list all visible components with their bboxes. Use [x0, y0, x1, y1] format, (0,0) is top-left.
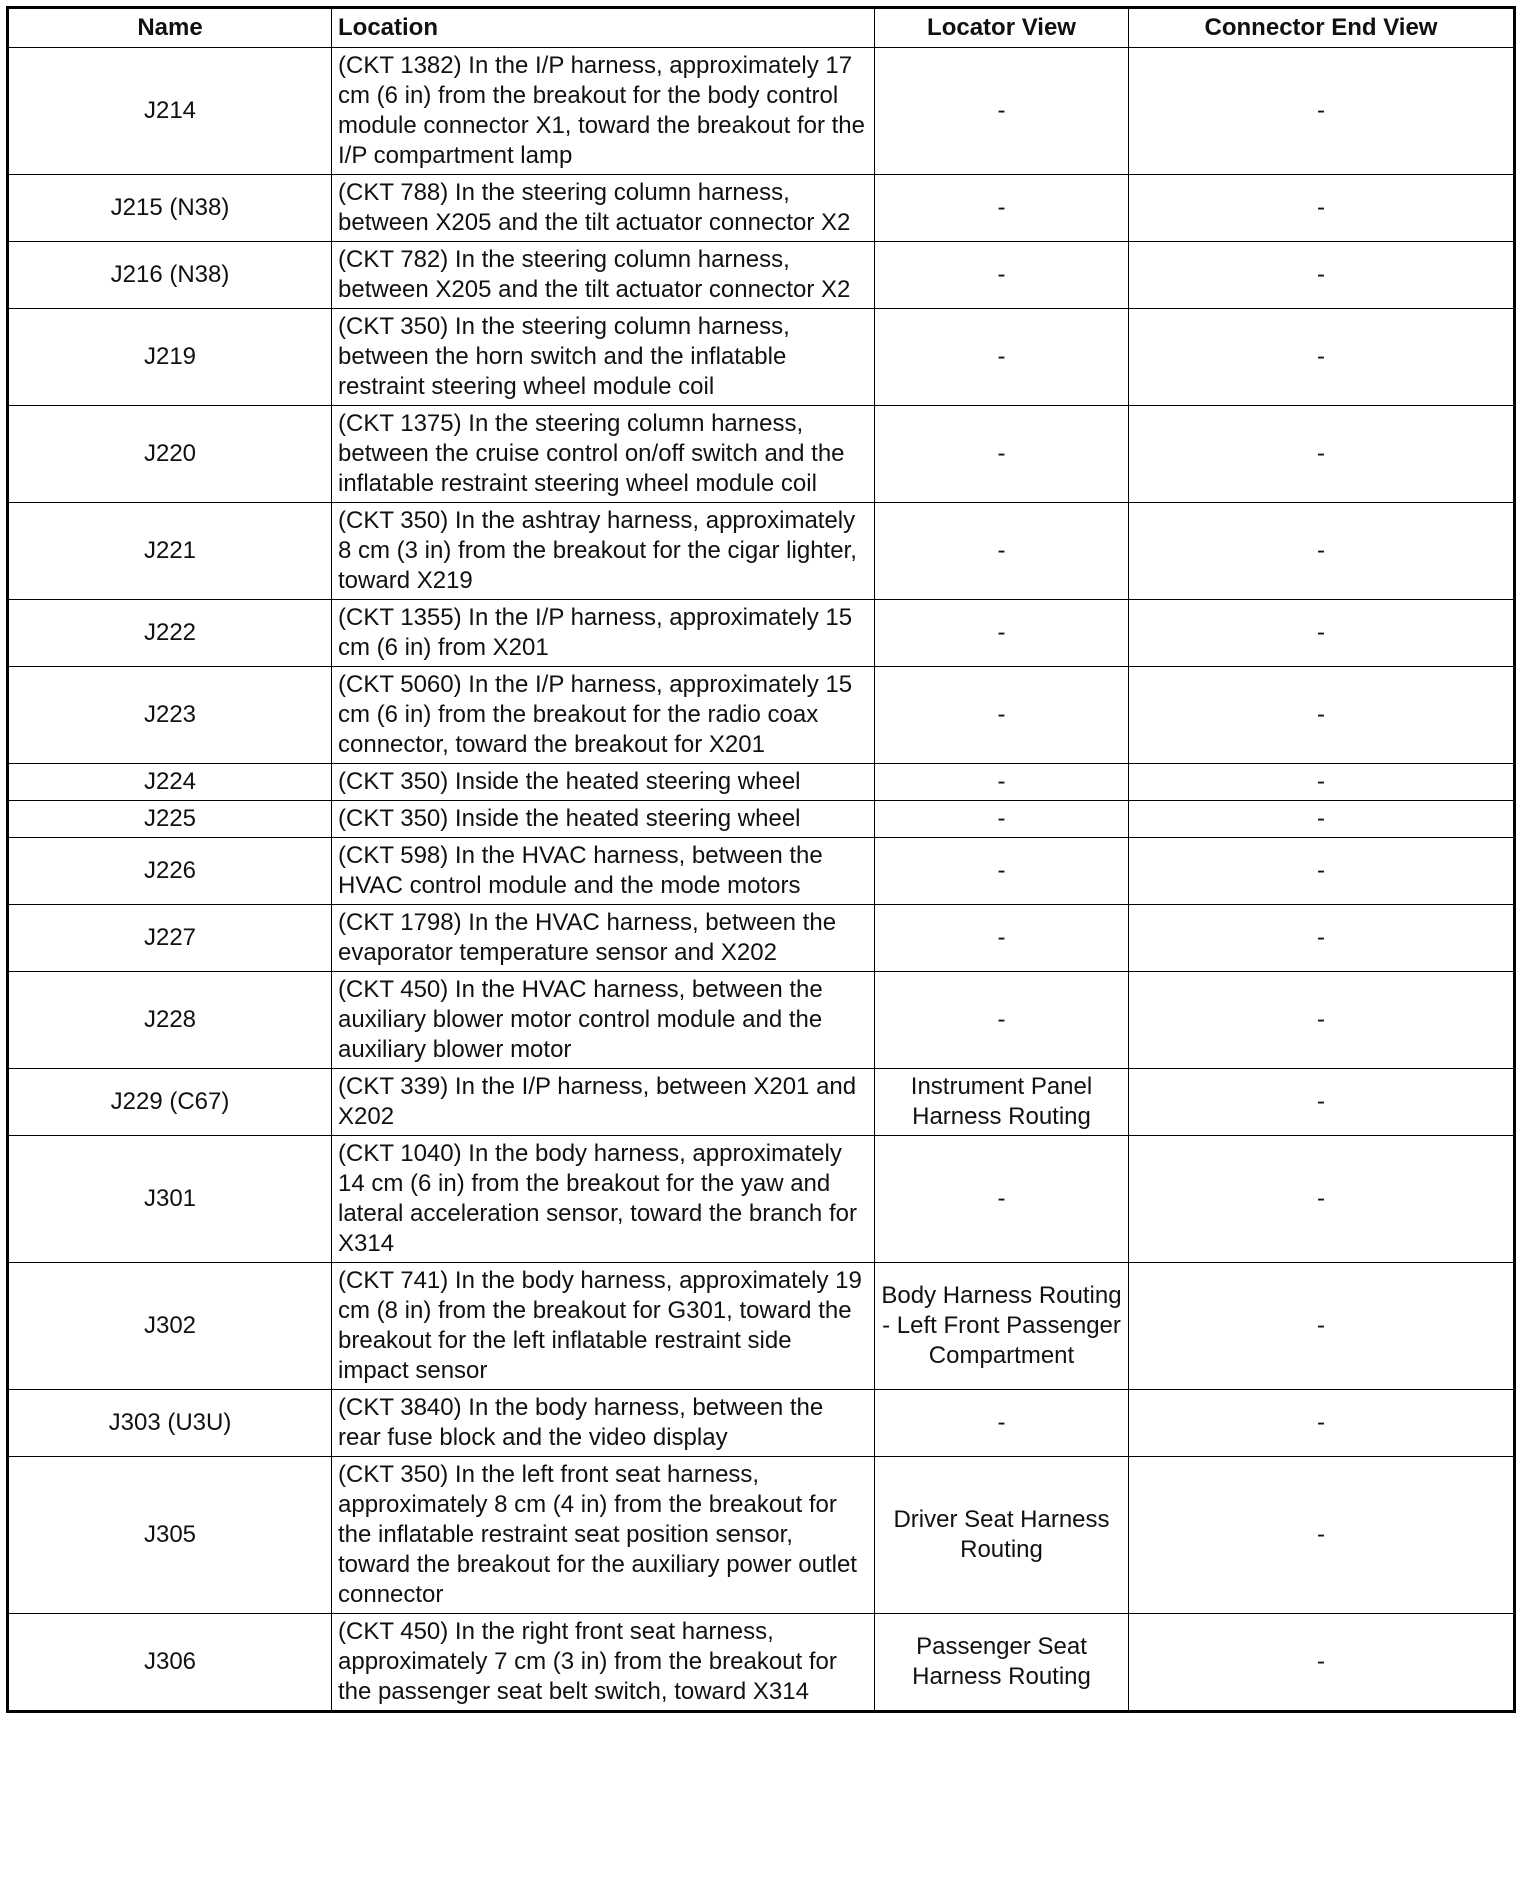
column-header-locator-view: Locator View — [875, 8, 1129, 48]
locator-view-cell: - — [875, 175, 1129, 242]
table-row — [8, 838, 1515, 905]
splice-name-cell: J229 (C67) — [8, 1069, 332, 1136]
connector-end-view-cell: - — [1129, 764, 1515, 801]
connector-end-view-cell: - — [1129, 905, 1515, 972]
splice-name-cell: J220 — [8, 406, 332, 503]
connector-end-view-cell: - — [1129, 1390, 1515, 1457]
locator-view-cell: - — [875, 1390, 1129, 1457]
connector-end-view-cell: - — [1129, 1614, 1515, 1712]
locator-view-cell: - — [875, 600, 1129, 667]
table-row — [8, 667, 1515, 764]
table-row — [8, 1614, 1515, 1712]
table-row — [8, 1069, 1515, 1136]
column-header-location: Location — [332, 8, 875, 48]
connector-end-view-cell: - — [1129, 406, 1515, 503]
splice-location-table — [6, 6, 1516, 1713]
locator-view-cell: Driver Seat Harness Routing — [875, 1457, 1129, 1614]
connector-end-view-cell: - — [1129, 48, 1515, 175]
location-cell: (CKT 450) In the right front seat harness, approximately 7 cm (3 in) from the breakout for the passenger seat belt switch, toward X314 — [332, 1614, 875, 1712]
splice-name-cell: J215 (N38) — [8, 175, 332, 242]
locator-view-cell: - — [875, 905, 1129, 972]
locator-view-cell: - — [875, 1136, 1129, 1263]
connector-end-view-cell: - — [1129, 801, 1515, 838]
location-cell: (CKT 1798) In the HVAC harness, between the evaporator temperature sensor and X202 — [332, 905, 875, 972]
connector-end-view-cell: - — [1129, 972, 1515, 1069]
connector-end-view-cell: - — [1129, 838, 1515, 905]
location-cell: (CKT 450) In the HVAC harness, between the auxiliary blower motor control module and the auxiliary blower motor — [332, 972, 875, 1069]
splice-name-cell: J301 — [8, 1136, 332, 1263]
connector-end-view-cell: - — [1129, 667, 1515, 764]
locator-view-cell: - — [875, 838, 1129, 905]
connector-end-view-cell: - — [1129, 1457, 1515, 1614]
table-body — [8, 48, 1515, 1712]
splice-location-table-container — [6, 6, 1513, 1713]
table-row — [8, 801, 1515, 838]
table-row — [8, 503, 1515, 600]
locator-view-cell: - — [875, 764, 1129, 801]
location-cell: (CKT 1375) In the steering column harness, between the cruise control on/off switch and the inflatable restraint steering wheel module coil — [332, 406, 875, 503]
location-cell: (CKT 782) In the steering column harness, between X205 and the tilt actuator connector X2 — [332, 242, 875, 309]
location-cell: (CKT 741) In the body harness, approximately 19 cm (8 in) from the breakout for G301, toward the breakout for the left inflatable restraint side impact sensor — [332, 1263, 875, 1390]
splice-name-cell: J222 — [8, 600, 332, 667]
splice-name-cell: J226 — [8, 838, 332, 905]
table-row — [8, 1390, 1515, 1457]
table-row — [8, 242, 1515, 309]
location-cell: (CKT 350) In the left front seat harness, approximately 8 cm (4 in) from the breakout for the inflatable restraint seat position sensor, toward the breakout for the auxiliary power outlet connector — [332, 1457, 875, 1614]
table-row — [8, 972, 1515, 1069]
splice-name-cell: J219 — [8, 309, 332, 406]
column-header-connector-end-view: Connector End View — [1129, 8, 1515, 48]
location-cell: (CKT 339) In the I/P harness, between X201 and X202 — [332, 1069, 875, 1136]
splice-name-cell: J216 (N38) — [8, 242, 332, 309]
table-row — [8, 1136, 1515, 1263]
table-row — [8, 48, 1515, 175]
table-row — [8, 175, 1515, 242]
location-cell: (CKT 5060) In the I/P harness, approximately 15 cm (6 in) from the breakout for the radio coax connector, toward the breakout for X201 — [332, 667, 875, 764]
table-row — [8, 905, 1515, 972]
location-cell: (CKT 1040) In the body harness, approximately 14 cm (6 in) from the breakout for the yaw and lateral acceleration sensor, toward the branch for X314 — [332, 1136, 875, 1263]
table-row — [8, 309, 1515, 406]
location-cell: (CKT 350) In the steering column harness, between the horn switch and the inflatable restraint steering wheel module coil — [332, 309, 875, 406]
location-cell: (CKT 3840) In the body harness, between the rear fuse block and the video display — [332, 1390, 875, 1457]
table-row — [8, 764, 1515, 801]
splice-name-cell: J228 — [8, 972, 332, 1069]
column-header-name: Name — [8, 8, 332, 48]
location-cell: (CKT 1355) In the I/P harness, approximately 15 cm (6 in) from X201 — [332, 600, 875, 667]
connector-end-view-cell: - — [1129, 175, 1515, 242]
table-header-row — [8, 8, 1515, 48]
splice-name-cell: J224 — [8, 764, 332, 801]
locator-view-cell: - — [875, 242, 1129, 309]
connector-end-view-cell: - — [1129, 1263, 1515, 1390]
connector-end-view-cell: - — [1129, 600, 1515, 667]
splice-name-cell: J223 — [8, 667, 332, 764]
connector-end-view-cell: - — [1129, 242, 1515, 309]
location-cell: (CKT 350) In the ashtray harness, approximately 8 cm (3 in) from the breakout for the cigar lighter, toward X219 — [332, 503, 875, 600]
locator-view-cell: Passenger Seat Harness Routing — [875, 1614, 1129, 1712]
splice-name-cell: J221 — [8, 503, 332, 600]
location-cell: (CKT 1382) In the I/P harness, approximately 17 cm (6 in) from the breakout for the body control module connector X1, toward the breakout for the I/P compartment lamp — [332, 48, 875, 175]
splice-name-cell: J306 — [8, 1614, 332, 1712]
connector-end-view-cell: - — [1129, 503, 1515, 600]
locator-view-cell: - — [875, 309, 1129, 406]
locator-view-cell: - — [875, 503, 1129, 600]
locator-view-cell: - — [875, 667, 1129, 764]
connector-end-view-cell: - — [1129, 1069, 1515, 1136]
splice-name-cell: J302 — [8, 1263, 332, 1390]
connector-end-view-cell: - — [1129, 309, 1515, 406]
table-row — [8, 1457, 1515, 1614]
locator-view-cell: Body Harness Routing - Left Front Passenger Compartment — [875, 1263, 1129, 1390]
splice-name-cell: J303 (U3U) — [8, 1390, 332, 1457]
splice-name-cell: J227 — [8, 905, 332, 972]
locator-view-cell: - — [875, 406, 1129, 503]
locator-view-cell: - — [875, 801, 1129, 838]
location-cell: (CKT 788) In the steering column harness, between X205 and the tilt actuator connector X2 — [332, 175, 875, 242]
connector-end-view-cell: - — [1129, 1136, 1515, 1263]
table-row — [8, 406, 1515, 503]
table-row — [8, 1263, 1515, 1390]
splice-name-cell: J225 — [8, 801, 332, 838]
splice-name-cell: J305 — [8, 1457, 332, 1614]
location-cell: (CKT 598) In the HVAC harness, between the HVAC control module and the mode motors — [332, 838, 875, 905]
splice-name-cell: J214 — [8, 48, 332, 175]
location-cell: (CKT 350) Inside the heated steering wheel — [332, 801, 875, 838]
location-cell: (CKT 350) Inside the heated steering wheel — [332, 764, 875, 801]
table-row — [8, 600, 1515, 667]
locator-view-cell: - — [875, 48, 1129, 175]
locator-view-cell: Instrument Panel Harness Routing — [875, 1069, 1129, 1136]
locator-view-cell: - — [875, 972, 1129, 1069]
